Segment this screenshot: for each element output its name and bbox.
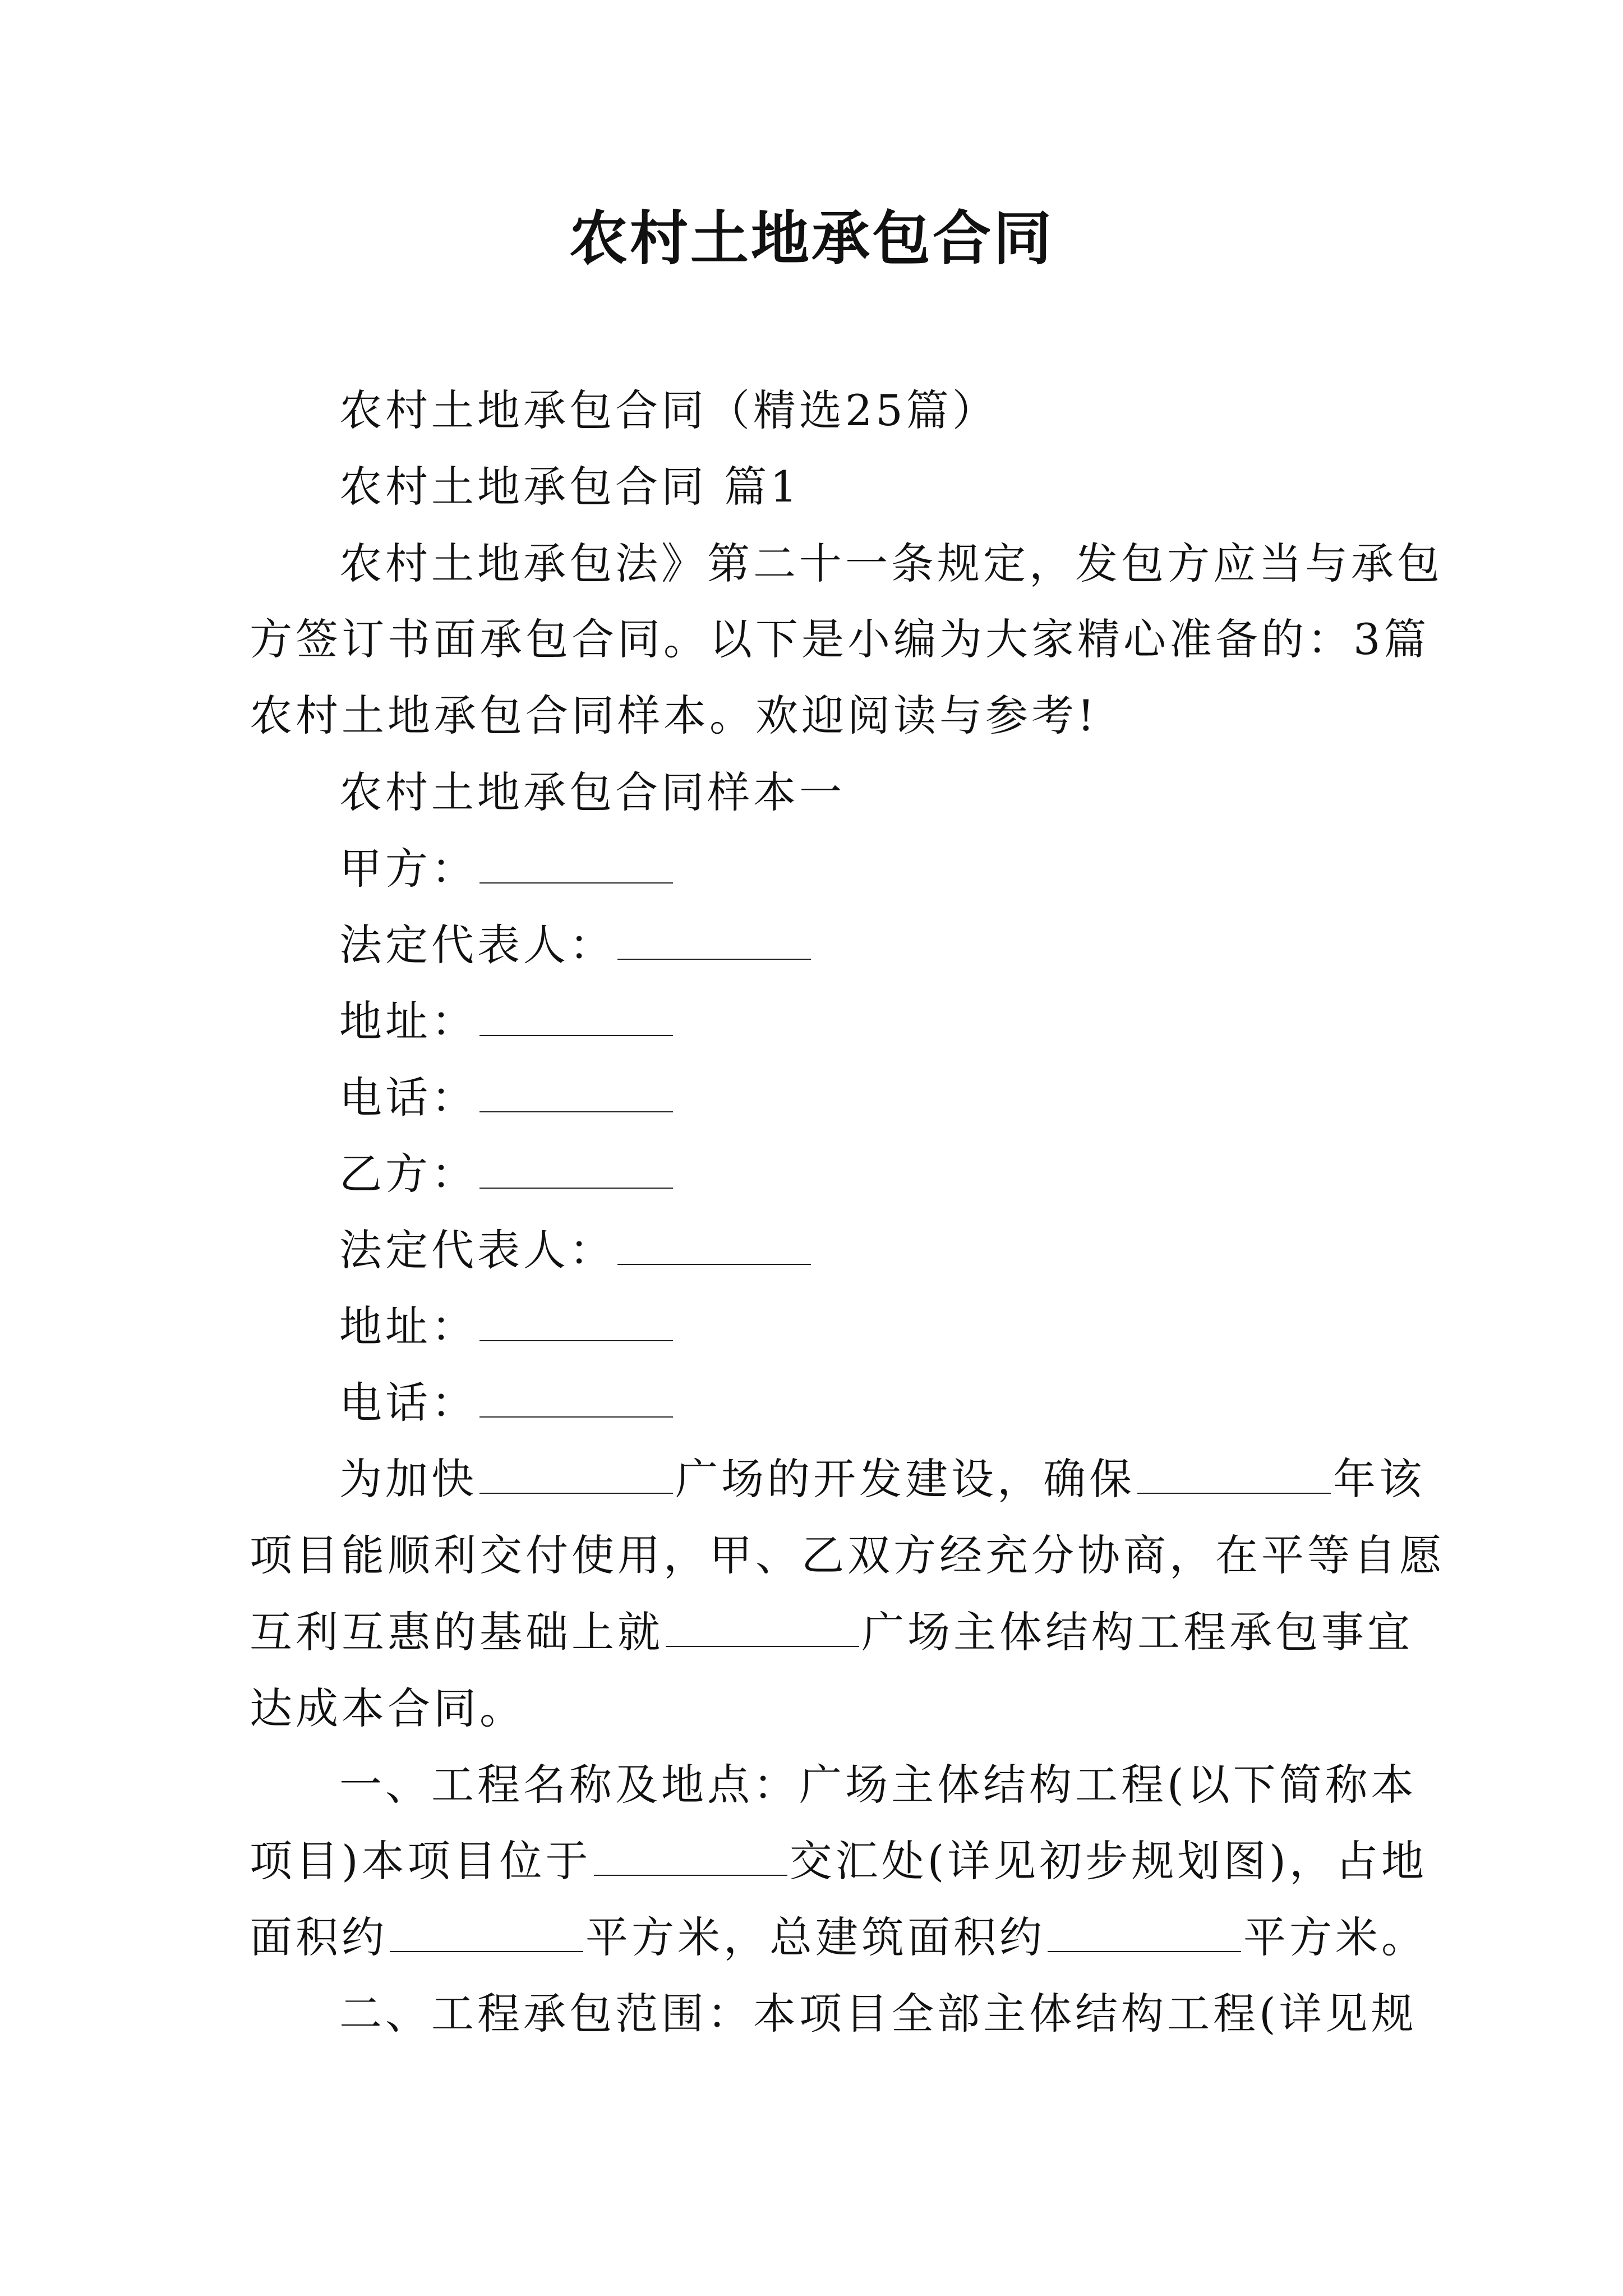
para2-line-2 <box>250 1833 1427 1889</box>
legal-rep-label: 法定代表人： <box>339 920 615 970</box>
para3-line-1: 二、工程承包范围：本项目全部主体结构工程(详见规 <box>339 1989 1417 2039</box>
subtitle: 农村土地承包合同（精选25篇） <box>339 385 998 435</box>
party-b-label: 乙方： <box>339 1149 477 1199</box>
para1-text: 广场的开发建设，确保 <box>675 1454 1135 1504</box>
party-a-legal-rep-field <box>339 917 813 973</box>
intro-line-3: 农村土地承包合同样本。欢迎阅读与参考! <box>250 691 1098 740</box>
plaza-name-blank <box>666 1607 859 1647</box>
para2-text: 项目)本项目位于 <box>250 1836 592 1886</box>
party-b-field <box>339 1146 675 1202</box>
party-b-phone-field <box>339 1375 675 1431</box>
para1-line-3 <box>250 1604 1413 1660</box>
legal-rep-label: 法定代表人： <box>339 1225 615 1275</box>
para2-text: 交汇处(详见初步规划图)，占地 <box>789 1836 1427 1886</box>
party-a-phone-field <box>339 1070 675 1126</box>
phone-blank <box>479 1072 673 1112</box>
legal-rep-blank <box>617 919 811 960</box>
legal-rep-blank <box>617 1225 811 1265</box>
document-title: 农村土地承包合同 <box>569 204 1054 273</box>
party-b-blank <box>479 1148 673 1189</box>
party-a-blank <box>479 843 673 884</box>
para1-text: 广场主体结构工程承包事宜 <box>861 1607 1413 1657</box>
para1-text: 年该 <box>1333 1454 1425 1504</box>
party-a-label: 甲方： <box>339 844 477 894</box>
para1-line-4: 达成本合同。 <box>250 1683 525 1733</box>
plaza-name-blank <box>479 1453 673 1494</box>
party-b-legal-rep-field <box>339 1222 813 1278</box>
intro-line-2: 方签订书面承包合同。以下是小编为大家精心准备的：3篇 <box>250 614 1430 664</box>
party-a-field <box>339 841 675 897</box>
section-heading: 农村土地承包合同 篇1 <box>339 462 801 512</box>
para2-text: 面积约 <box>250 1912 388 1962</box>
para2-line-1: 一、工程名称及地点：广场主体结构工程(以下简称本 <box>339 1760 1417 1810</box>
para1-line-2: 项目能顺利交付使用，甲、乙双方经充分协商，在平等自愿 <box>250 1530 1445 1580</box>
building-area-blank <box>1048 1912 1241 1952</box>
para2-text: 平方米，总建筑面积约 <box>585 1912 1045 1962</box>
phone-blank <box>479 1377 673 1418</box>
phone-label: 电话： <box>339 1378 477 1428</box>
para1-text: 为加快 <box>339 1454 477 1504</box>
para1-text: 互利互惠的基础上就 <box>250 1607 663 1657</box>
phone-label: 电话： <box>339 1073 477 1122</box>
party-a-address-field <box>339 993 675 1050</box>
address-label: 地址： <box>339 996 477 1046</box>
year-blank <box>1137 1453 1331 1494</box>
location-blank <box>594 1835 787 1876</box>
address-blank <box>479 996 673 1036</box>
address-label: 地址： <box>339 1301 477 1351</box>
address-blank <box>479 1301 673 1341</box>
para2-line-3 <box>250 1910 1427 1966</box>
para2-text: 平方米。 <box>1243 1912 1427 1962</box>
land-area-blank <box>390 1912 583 1952</box>
para1-line-1 <box>339 1451 1425 1507</box>
intro-line-1: 农村土地承包法》第二十一条规定，发包方应当与承包 <box>339 539 1443 588</box>
sample-heading: 农村土地承包合同样本一 <box>339 767 845 817</box>
party-b-address-field <box>339 1299 675 1355</box>
